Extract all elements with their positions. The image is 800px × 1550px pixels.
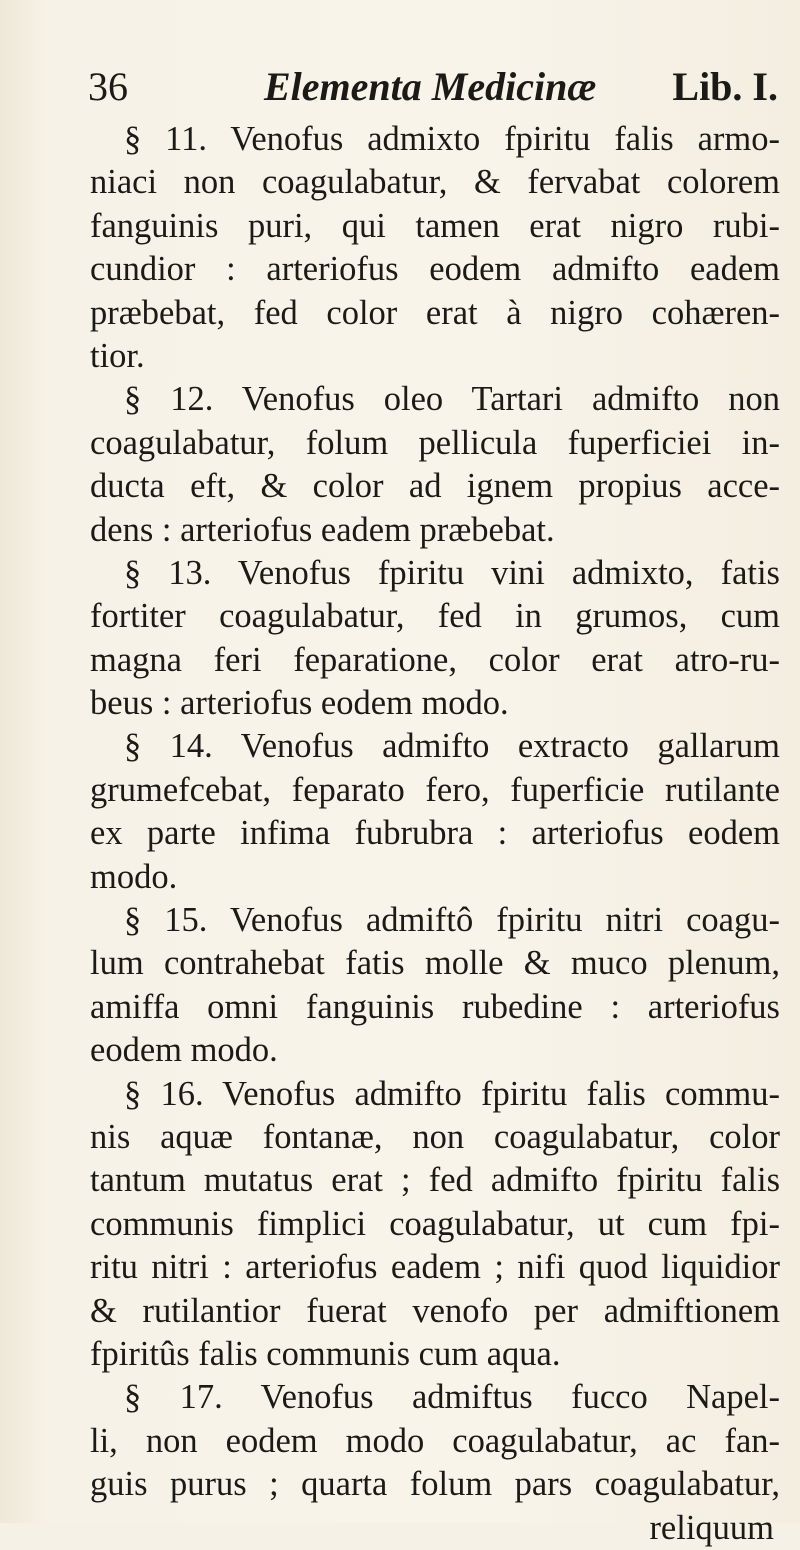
paragraph-16: [90, 1073, 780, 1377]
text-line: niaci non coagulabatur, & fervabat colorem: [90, 163, 780, 202]
text-line: & rutilantior fuerat venofo per admiftionem: [90, 1291, 780, 1330]
paragraph-13: [90, 552, 780, 726]
text-line: guis purus ; quarta folum pars coagulabatur,: [90, 1465, 780, 1504]
text-line: tantum mutatus erat ; fed admifto fpiritu falis: [90, 1161, 780, 1200]
text-line: præbebat, fed color erat à nigro cohæren-: [90, 293, 780, 332]
page-number: 36: [88, 64, 128, 109]
text-line: § 11. Venofus admixto fpiritu falis armo-: [124, 120, 780, 158]
catchword: reliquum: [649, 1508, 774, 1547]
text-line: fortiter coagulabatur, fed in grumos, cum: [90, 597, 780, 636]
paragraph-12: [90, 378, 780, 552]
text-line: § 15. Venofus admiftô fpiritu nitri coagu-: [124, 901, 780, 940]
text-line: lum contrahebat fatis molle & muco plenum,: [90, 944, 780, 983]
paragraph-11: [90, 118, 780, 378]
paragraph-15: [90, 899, 780, 1073]
paragraph-14: [90, 725, 780, 899]
catchword-line: [90, 1507, 780, 1550]
body-text: [90, 118, 780, 1550]
text-line: § 12. Venofus oleo Tartari admifto non: [124, 380, 780, 419]
text-line: nis aquæ fontanæ, non coagulabatur, color: [90, 1117, 780, 1156]
text-line: modo.: [90, 857, 178, 896]
text-line: amiffa omni fanguinis rubedine : arteriofus: [90, 987, 780, 1026]
text-line: eodem modo.: [90, 1031, 278, 1070]
text-line: ducta eft, & color ad ignem propius acce-: [90, 467, 780, 506]
text-line: grumefcebat, feparato fero, fuperficie rutilante: [90, 770, 780, 809]
text-line: tior.: [90, 336, 145, 375]
text-line: cundior : arteriofus eodem admifto eadem: [90, 250, 780, 289]
text-line: magna feri feparatione, color erat atro-ru-: [90, 640, 780, 679]
running-head: [88, 62, 778, 112]
text-line: coagulabatur, folum pellicula fuperficiei in-: [90, 423, 780, 462]
text-line: li, non eodem modo coagulabatur, ac fan-: [90, 1421, 780, 1460]
text-line: fanguinis puri, qui tamen erat nigro rubi-: [90, 206, 780, 245]
paragraph-17: [90, 1376, 780, 1506]
running-title: Elementa Medicinæ: [264, 64, 597, 109]
text-line: communis fimplici coagulabatur, ut cum fpi-: [90, 1204, 780, 1243]
book-label: Lib. I.: [672, 64, 778, 109]
text-line: dens : arteriofus eadem præbebat.: [90, 510, 555, 549]
text-line: § 17. Venofus admiftus fucco Napel-: [124, 1378, 780, 1417]
text-line: § 14. Venofus admifto extracto gallarum: [124, 727, 780, 766]
text-line: beus : arteriofus eodem modo.: [90, 684, 509, 723]
text-line: § 16. Venofus admifto fpiritu falis commu-: [124, 1074, 780, 1113]
text-line: ritu nitri : arteriofus eadem ; nifi quod liquidior: [90, 1248, 780, 1287]
text-line: ex parte infima fubrubra : arteriofus eodem: [90, 814, 780, 853]
text-line: § 13. Venofus fpiritu vini admixto, fatis: [124, 553, 780, 592]
text-line: fpiritûs falis communis cum aqua.: [90, 1334, 561, 1373]
